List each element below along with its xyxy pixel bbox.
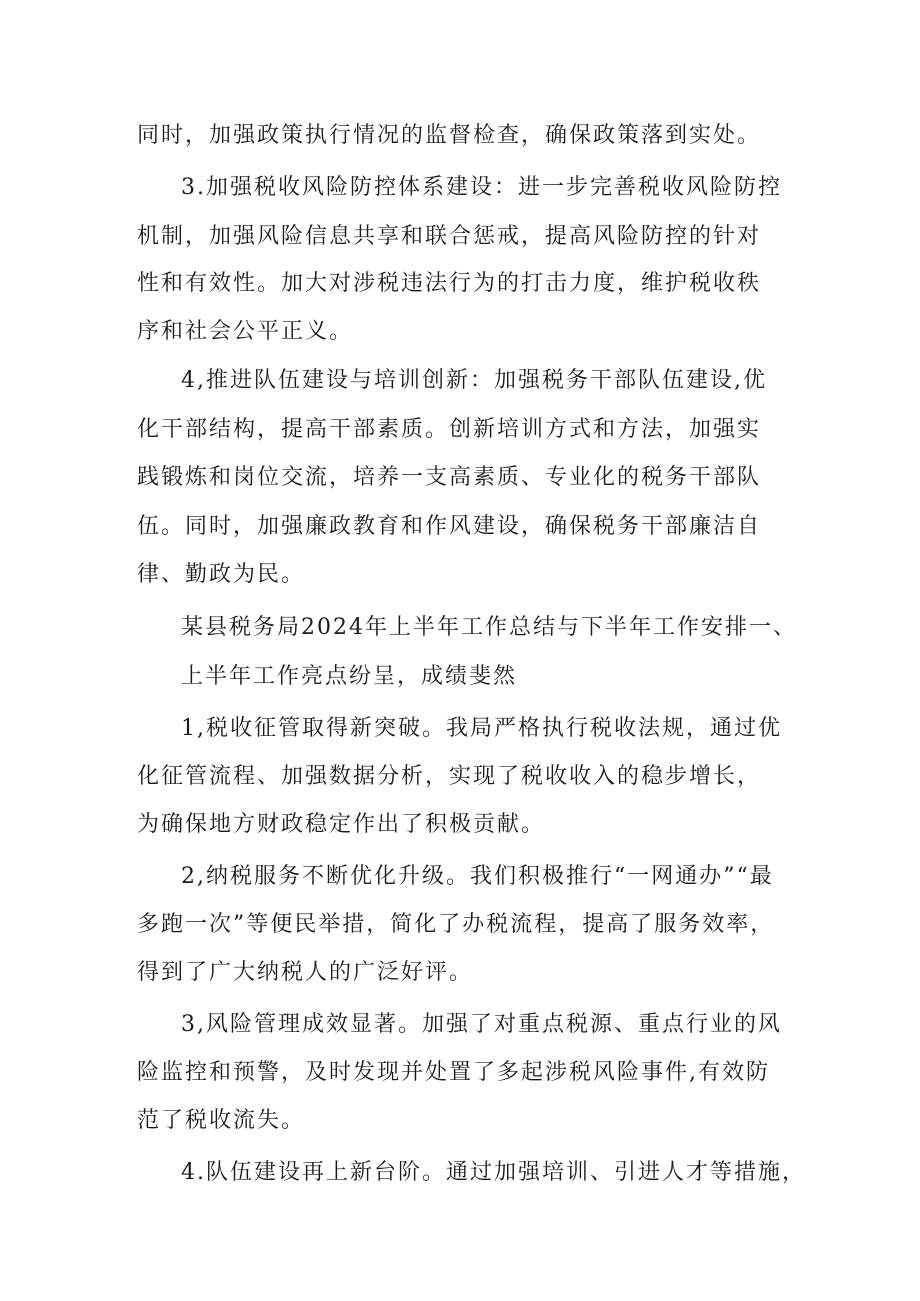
text-line: 3,风险管理成效显著。加强了对重点税源、重点行业的风 (181, 1012, 782, 1037)
text-line: 化干部结构，提高干部素质。创新培训方式和方法，加强实 (137, 417, 762, 442)
text-line: 机制，加强风险信息共享和联合惩戒，提高风险防控的针对 (137, 224, 762, 249)
text-line: 同时，加强政策执行情况的监督检查，确保政策落到实处。 (137, 123, 762, 148)
text-line: 3.加强税收风险防控体系建设：进一步完善税收风险防控 (181, 175, 782, 200)
text-line: 为确保地方财政稳定作出了积极贡献。 (137, 812, 546, 837)
text-line: 序和社会公平正义。 (137, 319, 354, 344)
text-line: 范了税收流失。 (137, 1108, 306, 1133)
text-line: 4,推进队伍建设与培训创新：加强税务干部队伍建设,优 (181, 368, 767, 393)
text-line: 践锻炼和岗位交流，培养一支高素质、专业化的税务干部队 (137, 465, 762, 490)
text-line: 伍。同时，加强廉政教育和作风建设，确保税务干部廉洁自 (137, 514, 762, 539)
text-line: 险监控和预警，及时发现并处置了多起涉税风险事件,有效防 (137, 1060, 770, 1085)
text-line: 多跑一次”等便民举措，简化了办税流程，提高了服务效率， (137, 912, 775, 937)
text-line: 化征管流程、加强数据分析，实现了税收收入的稳步增长， (137, 764, 762, 789)
text-line: 性和有效性。加大对涉税违法行为的打击力度，维护税收秩 (137, 271, 762, 296)
text-line: 4.队伍建设再上新台阶。通过加强培训、引进人才等措施， (181, 1160, 806, 1185)
text-line: 某县税务局2024年上半年工作总结与下半年工作安排一、 (181, 615, 797, 640)
text-line: 得到了广大纳税人的广泛好评。 (137, 960, 474, 985)
text-line: 律、勤政为民。 (137, 562, 306, 587)
text-line: 2,纳税服务不断优化升级。我们积极推行“一网通办”“最 (181, 864, 774, 889)
text-line: 1,税收征管取得新突破。我局严格执行税收法规，通过优 (181, 716, 782, 741)
text-line: 上半年工作亮点纷呈，成绩斐然 (181, 664, 518, 689)
